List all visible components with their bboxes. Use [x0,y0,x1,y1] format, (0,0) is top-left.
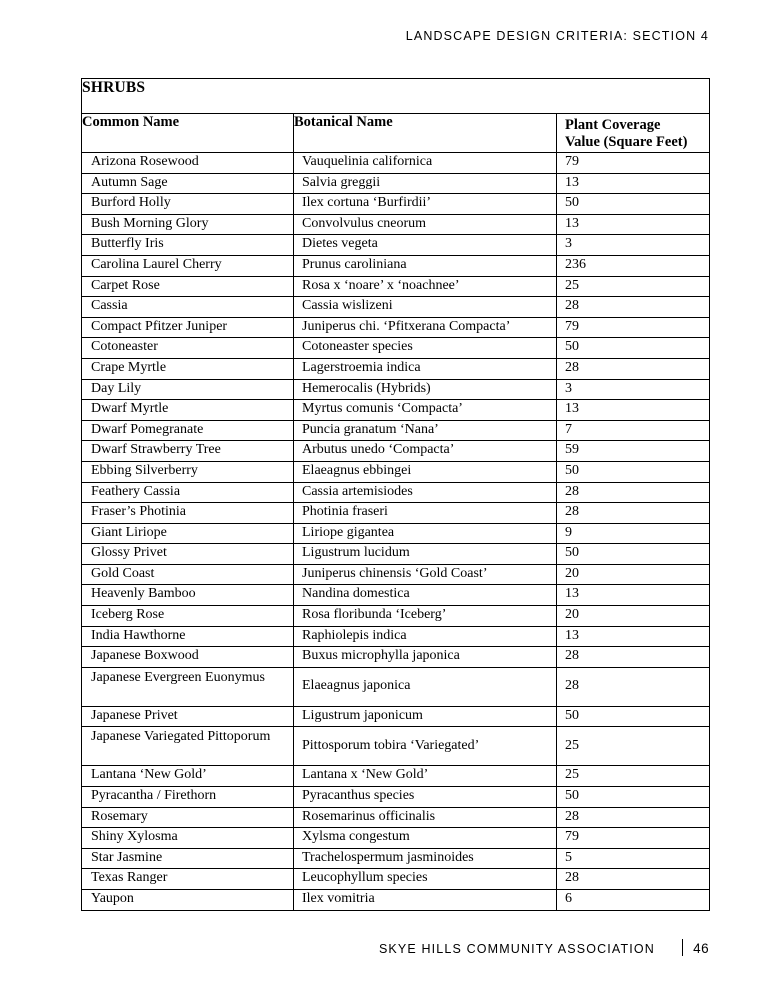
table-row [82,667,710,706]
table-row [82,153,710,174]
cell-plant-coverage-value: 13 [557,585,710,606]
cell-botanical-name: Elaeagnus ebbingei [294,461,557,482]
cell-botanical-name: Trachelospermum jasminoides [294,848,557,869]
column-header-row [82,114,710,153]
cell-plant-coverage-value: 13 [557,173,710,194]
table-head [82,79,710,153]
cell-common-name: Compact Pfitzer Juniper [82,317,294,338]
cell-common-name: Heavenly Bamboo [82,585,294,606]
cell-common-name: Yaupon [82,890,294,911]
table-row [82,828,710,849]
cell-common-name: Feathery Cassia [82,482,294,503]
cell-plant-coverage-value: 50 [557,461,710,482]
cell-common-name: Dwarf Strawberry Tree [82,441,294,462]
table-row [82,338,710,359]
table-row [82,564,710,585]
cell-common-name: Rosemary [82,807,294,828]
table-row [82,606,710,627]
cell-botanical-name: Rosemarinus officinalis [294,807,557,828]
cell-common-name: Cotoneaster [82,338,294,359]
cell-common-name: Bush Morning Glory [82,214,294,235]
table-row [82,235,710,256]
table-row [82,317,710,338]
shrubs-plant-table [81,78,710,911]
column-header-line-1: Plant Coverage [565,117,661,133]
table-row [82,523,710,544]
cell-plant-coverage-value: 7 [557,420,710,441]
cell-botanical-name: Salvia greggii [294,173,557,194]
cell-plant-coverage-value: 79 [557,317,710,338]
cell-common-name: Japanese Evergreen Euonymus [82,667,294,706]
cell-plant-coverage-value: 28 [557,807,710,828]
table-row [82,503,710,524]
table-row [82,585,710,606]
cell-common-name: Shiny Xylosma [82,828,294,849]
cell-common-name: Japanese Privet [82,706,294,727]
table-row [82,194,710,215]
cell-plant-coverage-value: 3 [557,235,710,256]
cell-plant-coverage-value: 13 [557,400,710,421]
table-row [82,848,710,869]
cell-botanical-name: Lagerstroemia indica [294,358,557,379]
cell-plant-coverage-value: 50 [557,706,710,727]
cell-botanical-name: Rosa x ‘noare’ x ‘noachnee’ [294,276,557,297]
cell-common-name: Japanese Boxwood [82,647,294,668]
table-row [82,706,710,727]
cell-plant-coverage-value: 25 [557,727,710,766]
cell-botanical-name: Prunus caroliniana [294,255,557,276]
cell-common-name: Cassia [82,297,294,318]
cell-botanical-name: Photinia fraseri [294,503,557,524]
cell-botanical-name: Arbutus unedo ‘Compacta’ [294,441,557,462]
table-row [82,626,710,647]
cell-plant-coverage-value: 28 [557,647,710,668]
cell-common-name: Star Jasmine [82,848,294,869]
cell-plant-coverage-value: 28 [557,667,710,706]
cell-common-name: Carpet Rose [82,276,294,297]
cell-botanical-name: Nandina domestica [294,585,557,606]
cell-botanical-name: Puncia granatum ‘Nana’ [294,420,557,441]
cell-common-name: Arizona Rosewood [82,153,294,174]
cell-plant-coverage-value: 28 [557,503,710,524]
cell-common-name: Day Lily [82,379,294,400]
column-header-line-2: Value (Square Feet) [565,134,688,150]
column-header-common-name: Common Name [82,114,294,153]
cell-botanical-name: Dietes vegeta [294,235,557,256]
cell-plant-coverage-value: 20 [557,606,710,627]
section-title-text: SHRUBS [82,79,146,96]
table-row [82,379,710,400]
table-row [82,647,710,668]
cell-common-name: Texas Ranger [82,869,294,890]
cell-botanical-name: Cassia artemisiodes [294,482,557,503]
cell-plant-coverage-value: 28 [557,358,710,379]
cell-botanical-name: Pyracanthus species [294,787,557,808]
cell-common-name: Ebbing Silverberry [82,461,294,482]
cell-botanical-name: Juniperus chinensis ‘Gold Coast’ [294,564,557,585]
table-row [82,420,710,441]
cell-common-name: Crape Myrtle [82,358,294,379]
cell-common-name: Lantana ‘New Gold’ [82,766,294,787]
cell-botanical-name: Rosa floribunda ‘Iceberg’ [294,606,557,627]
cell-botanical-name: Xylsma congestum [294,828,557,849]
cell-common-name: Giant Liriope [82,523,294,544]
cell-plant-coverage-value: 3 [557,379,710,400]
column-header-botanical-name: Botanical Name [294,114,557,153]
cell-plant-coverage-value: 79 [557,153,710,174]
cell-common-name: Dwarf Myrtle [82,400,294,421]
cell-plant-coverage-value: 50 [557,544,710,565]
cell-common-name: Pyracantha / Firethorn [82,787,294,808]
table-row [82,890,710,911]
table-row [82,727,710,766]
cell-botanical-name: Pittosporum tobira ‘Variegated’ [294,727,557,766]
page-running-header: LANDSCAPE DESIGN CRITERIA: SECTION 4 [405,29,709,43]
cell-botanical-name: Ilex vomitria [294,890,557,911]
cell-common-name: Iceberg Rose [82,606,294,627]
cell-plant-coverage-value: 59 [557,441,710,462]
table-row [82,544,710,565]
footer-divider-rule [682,939,683,956]
table-row [82,766,710,787]
cell-plant-coverage-value: 9 [557,523,710,544]
section-title-cell [82,79,710,114]
cell-botanical-name: Ilex cortuna ‘Burfirdii’ [294,194,557,215]
table-row [82,173,710,194]
cell-botanical-name: Cotoneaster species [294,338,557,359]
table-row [82,358,710,379]
cell-botanical-name: Lantana x ‘New Gold’ [294,766,557,787]
table-row [82,255,710,276]
page-footer [0,940,709,957]
cell-botanical-name: Juniperus chi. ‘Pfitxerana Compacta’ [294,317,557,338]
cell-botanical-name: Hemerocalis (Hybrids) [294,379,557,400]
table-row [82,214,710,235]
cell-plant-coverage-value: 20 [557,564,710,585]
cell-plant-coverage-value: 6 [557,890,710,911]
table-row [82,787,710,808]
cell-plant-coverage-value: 50 [557,194,710,215]
footer-page-number: 46 [693,941,709,956]
cell-botanical-name: Buxus microphylla japonica [294,647,557,668]
cell-botanical-name: Raphiolepis indica [294,626,557,647]
cell-plant-coverage-value: 25 [557,276,710,297]
table-row [82,441,710,462]
cell-botanical-name: Ligustrum japonicum [294,706,557,727]
cell-plant-coverage-value: 28 [557,297,710,318]
cell-plant-coverage-value: 25 [557,766,710,787]
table-row [82,297,710,318]
cell-common-name: Japanese Variegated Pittoporum [82,727,294,766]
column-header-plant-coverage-value [557,114,710,153]
cell-common-name: India Hawthorne [82,626,294,647]
table-row [82,276,710,297]
table-body [82,153,710,911]
cell-plant-coverage-value: 13 [557,214,710,235]
cell-plant-coverage-value: 50 [557,787,710,808]
cell-common-name: Burford Holly [82,194,294,215]
cell-common-name: Glossy Privet [82,544,294,565]
cell-plant-coverage-value: 28 [557,482,710,503]
cell-common-name: Butterfly Iris [82,235,294,256]
cell-botanical-name: Convolvulus cneorum [294,214,557,235]
footer-organization: SKYE HILLS COMMUNITY ASSOCIATION [378,941,655,956]
cell-botanical-name: Cassia wislizeni [294,297,557,318]
cell-plant-coverage-value: 79 [557,828,710,849]
cell-botanical-name: Vauquelinia californica [294,153,557,174]
cell-botanical-name: Elaeagnus japonica [294,667,557,706]
table-row [82,807,710,828]
cell-botanical-name: Myrtus comunis ‘Compacta’ [294,400,557,421]
cell-plant-coverage-value: 13 [557,626,710,647]
table-row [82,869,710,890]
cell-common-name: Dwarf Pomegranate [82,420,294,441]
table-row [82,400,710,421]
cell-plant-coverage-value: 236 [557,255,710,276]
cell-plant-coverage-value: 5 [557,848,710,869]
cell-common-name: Fraser’s Photinia [82,503,294,524]
table-row [82,482,710,503]
cell-common-name: Gold Coast [82,564,294,585]
cell-botanical-name: Ligustrum lucidum [294,544,557,565]
cell-plant-coverage-value: 50 [557,338,710,359]
cell-botanical-name: Liriope gigantea [294,523,557,544]
cell-common-name: Autumn Sage [82,173,294,194]
cell-botanical-name: Leucophyllum species [294,869,557,890]
section-title-row [82,79,710,114]
cell-plant-coverage-value: 28 [557,869,710,890]
cell-common-name: Carolina Laurel Cherry [82,255,294,276]
table-row [82,461,710,482]
